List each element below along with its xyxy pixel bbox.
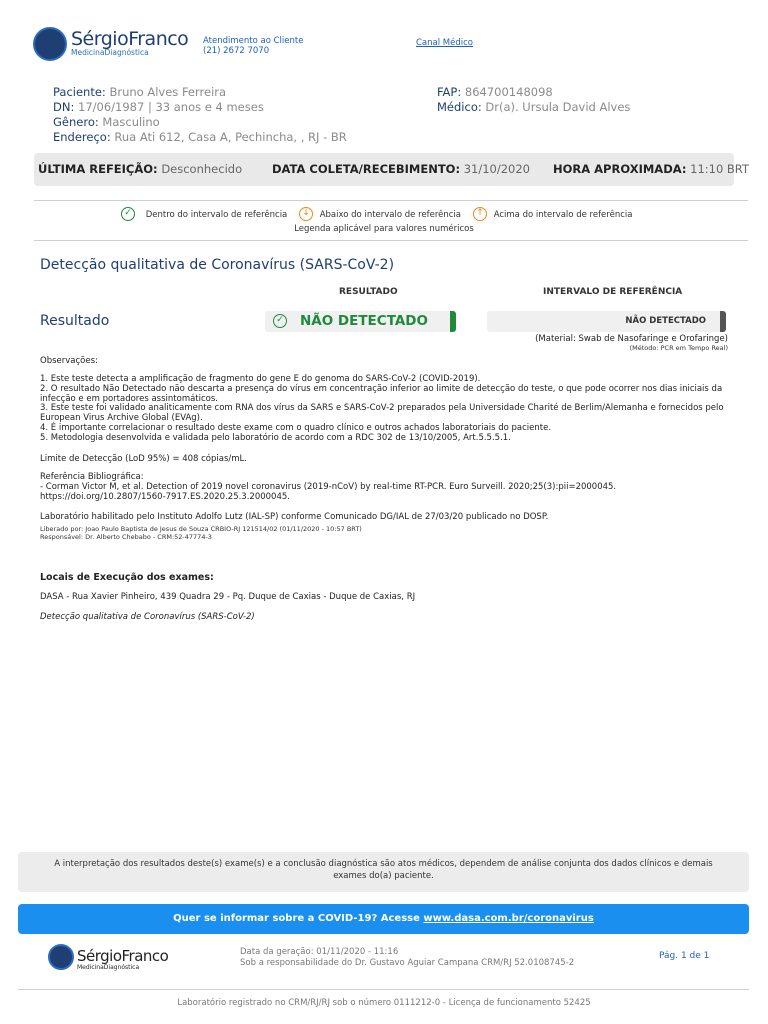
disclaimer: A interpretação dos resultados deste(s) exame(s) e a conclusão diagnóstica são atos médicos, dependem de análise conjunta dos dados clínicos e demais exames do(a) paciente. [18,852,749,892]
doctor-label: Médico: [437,100,482,114]
legend-note: Legenda aplicável para valores numéricos [294,224,474,234]
responsible: Responsável: Dr. Alberto Chebabo - CRM:52-47774-3 [40,533,212,541]
contact-label: Atendimento ao Cliente [203,36,304,46]
material: (Material: Swab de Nasofaringe e Orofaringe) [535,334,728,344]
contact-block [203,36,303,56]
locations-exam: Detecção qualitativa de Coronavírus (SARS-CoV-2) [40,612,255,622]
footer-logo [77,948,168,971]
date-value: 31/10/2020 [463,162,531,176]
logo-wordmark [71,29,188,57]
obs-list [40,375,730,444]
bib-title: Referência Bibliográfica: [40,472,144,482]
locations-title: Locais de Execução dos exames: [40,572,214,583]
meal-value: Desconhecido [161,162,243,176]
address-label: Endereço: [53,130,111,144]
exam-title: Detecção qualitativa de Coronavírus (SARS-CoV-2) [40,257,395,273]
gender-label: Gênero: [53,115,99,129]
obs-item: 3. Este teste foi validado analiticamente com RNA dos vírus da SARS e SARS-CoV-2 preparados pela Universidade Charité de Berlim/Alemanha e fornecidos pelo European Virus Archive Global (EVAg). [40,403,724,424]
canal-medico-link[interactable]: Canal Médico [416,38,473,48]
legend-above-label: Acima do intervalo de referência [493,209,633,220]
arrow-down-circle-icon: ↓ [299,207,313,221]
footer-divider [18,989,749,990]
dn-label: DN: [53,100,75,114]
legend-within-label: Dentro do intervalo de referência [145,209,288,220]
covid-text: Quer se informar sobre a COVID-19? Acesse [173,913,420,924]
name-label: Paciente: [53,85,106,99]
obs-item: 4. É importante correlacionar o resultado deste exame com o quadro clínico e outros achados laboratoriais do paciente. [40,422,552,433]
patient-gender: Masculino [102,115,160,129]
logo-main: SérgioFranco [71,28,189,50]
legend-above [473,207,632,221]
patient-dn: 17/06/1987 | 33 anos e 4 meses [78,100,264,114]
meal-info [38,162,242,176]
footer-logo-mark [48,944,74,970]
released-by: Liberado por: Joao Paulo Baptista de Jesus de Souza CRBIO-RJ 121514/02 (01/11/2020 - 10:57 BRT) [40,525,362,533]
col-result-header: RESULTADO [339,287,398,297]
fap-label: FAP: [437,85,462,99]
locations-address: DASA - Rua Xavier Pinheiro, 439 Quadra 29 - Pq. Duque de Caxias - Duque de Caxias, RJ [40,592,416,602]
lod: Limite de Detecção (LoD 95%) = 408 cópias/mL. [40,454,247,464]
result-value: NÃO DETECTADO [300,313,428,329]
obs-item: 2. O resultado Não Detectado não descarta a presença do vírus em concentração inferior ao limite de detecção do teste, o que pode ocorrer nos dias iniciais da infecção e em portadores assintomáticos. [40,383,723,404]
legend-below [299,207,461,221]
patient-fap: 864700148098 [464,85,553,99]
covid-link[interactable]: www.dasa.com.br/coronavirus [423,913,594,924]
time-value: 11:10 BRT [690,162,749,176]
legend-within [121,207,287,221]
logo-icon [33,27,67,61]
header-logo [33,27,67,61]
result-label: Resultado [40,313,110,329]
footer-info [240,947,574,969]
registry: Laboratório registrado no CRM/RJ/RJ sob o número 0111212-0 - Licença de funcionamento 52425 [177,998,591,1008]
covid-banner [18,904,749,934]
time-info [553,162,749,176]
check-circle-icon: ✓ [273,314,287,328]
lab-habilitation: Laboratório habilitado pelo Instituto Adolfo Lutz (IAL-SP) conforme Comunicado DG/IAL de 27/03/20 publicado no DOSP. [40,512,549,522]
generated-date: Data da geração: 01/11/2020 - 11:16 [240,947,399,957]
bib-link: https://doi.org/10.2807/1560-7917.ES.2020.25.3.2000045. [40,491,290,502]
legend-below-label: Abaixo do intervalo de referência [319,209,462,220]
col-ref-header: INTERVALO DE REFERÊNCIA [543,287,683,297]
method: (Método: PCR em Tempo Real) [629,344,728,352]
result-box [265,311,456,332]
responsibility: Sob a responsabilidade do Dr. Gustavo Aguiar Campana CRM/RJ 52.0108745-2 [240,958,575,968]
obs-title: Observações: [40,356,98,366]
logo-icon [48,944,74,970]
footer-logo-sub: MedicinaDiagnóstica [77,964,140,971]
ref-value: NÃO DETECTADO [625,316,706,326]
patient-doctor: Dr(a). Ursula David Alves [485,100,631,114]
date-info [272,162,530,176]
meal-label: ÚLTIMA REFEIÇÃO: [38,162,158,176]
page-number: Pág. 1 de 1 [659,951,710,961]
patient-address: Rua Ati 612, Casa A, Pechincha, , RJ - BR [114,130,347,144]
obs-item: 5. Metodologia desenvolvida e validada pelo laboratório de acordo com a RDC 302 de 13/10/2005, Art.5.5.5.1. [40,432,511,443]
date-label: DATA COLETA/RECEBIMENTO: [272,162,461,176]
time-label: HORA APROXIMADA: [553,162,687,176]
ref-box [487,311,726,332]
footer-logo-main: SérgioFranco [77,947,169,965]
patient-name: Bruno Alves Ferreira [109,85,227,99]
contact-phone: (21) 2672 7070 [203,46,270,56]
bib-line: - Corman Victor M, et al. Detection of 2019 novel coronavirus (2019-nCoV) by real-time RT-PCR. Euro Surveill. 2020;25(3):pii=2000045. [40,481,617,492]
check-circle-icon: ✓ [121,207,135,221]
patient-info-left [53,85,413,145]
patient-info-right [437,85,737,115]
logo-sub: MedicinaDiagnóstica [71,48,149,57]
obs-item: 1. Este teste detecta a amplificação de fragmento do gene E do genoma do SARS-CoV-2 (COVID-2019). [40,374,481,384]
arrow-up-circle-icon: ↑ [473,207,487,221]
bibliography [40,473,740,502]
